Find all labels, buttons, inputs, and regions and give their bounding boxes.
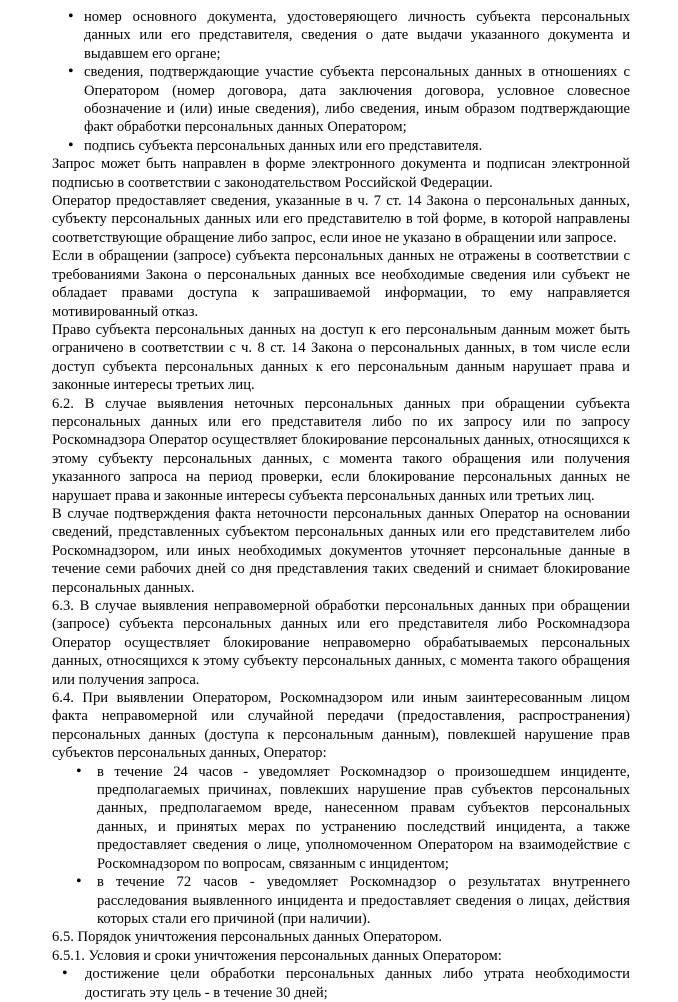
paragraph-6-2: 6.2. В случае выявления неточных персональных данных при обращении субъекта персональных данных или его представителя либо по их запросу или по запросу Роскомнадзора Оператор осуществляет блокирование персональных данных, относящихся к этому субъекту персональных данных, с момента такого обращения или получения указанного запроса на период проверки, если блокирование персональных данных не нарушает права и законные интересы субъекта персональных данных или третьих лиц.	[52, 395, 630, 504]
list-item: • подпись субъекта персональных данных или его представителя.	[52, 137, 630, 155]
list-item: • в течение 24 часов - уведомляет Роскомнадзор о произошедшем инциденте, предполагаемых причинах, повлекших нарушение прав субъектов персональных данных, предполагаемом вреде, нанесенном правам субъектов персональных данных, и принятых мерах по устранению последствий инцидента, а также предоставляет сведения о лице, уполномоченном Оператором на взаимодействие с Роскомнадзором по вопросам, связанным с инцидентом;	[52, 763, 630, 873]
list-item: • в течение 72 часов - уведомляет Роскомнадзор о результатах внутреннего расследования выявленного инцидента и предоставляет сведения о лицах, действия которых стали его причиной (при наличии).	[52, 873, 630, 928]
list-item: • сведения, подтверждающие участие субъекта персональных данных в отношениях с Оператором (номер договора, дата заключения договора, условное словесное обозначение и (или) иные сведения), либо сведения, иным образом подтверждающие факт обработки персональных данных Оператором;	[52, 63, 630, 137]
paragraph: Запрос может быть направлен в форме электронного документа и подписан электронной подписью в соответствии с законодательством Российской Федерации.	[52, 156, 630, 191]
paragraph: Если в обращении (запросе) субъекта персональных данных не отражены в соответствии с требованиями Закона о персональных данных все необходимые сведения или субъект не обладает правами доступа к запрашиваемой информации, то ему направляется мотивированный отказ.	[52, 248, 630, 320]
paragraph-6-3: 6.3. В случае выявления неправомерной обработки персональных данных при обращении (запросе) субъекта персональных данных или его представителя либо Роскомнадзора Оператор осуществляет блокирование неправомерно обрабатываемых персональных данных, относящихся к этому субъекту персональных данных, с момента такого обращения или получения запроса.	[52, 598, 630, 688]
list-item: • номер основного документа, удостоверяющего личность субъекта персональных данных или его представителя, сведения о дате выдачи указанного документа и выдавшем его органе;	[52, 8, 630, 63]
paragraph-6-5-1: 6.5.1. Условия и сроки уничтожения персональных данных Оператором:	[52, 947, 502, 964]
identity-requirements-list	[52, 8, 630, 155]
destruction-conditions-list	[52, 965, 630, 1002]
list-item: • достижение цели обработки персональных данных либо утрата необходимости достигать эту цель - в течение 30 дней;	[52, 965, 630, 1002]
paragraph-6-5: 6.5. Порядок уничтожения персональных данных Оператором.	[52, 929, 443, 946]
paragraph: Оператор предоставляет сведения, указанные в ч. 7 ст. 14 Закона о персональных данных, субъекту персональных данных или его представителю в той форме, в которой направлены соответствующие обращение либо запрос, если иное не указано в обращении или запросе.	[52, 193, 630, 246]
paragraph: В случае подтверждения факта неточности персональных данных Оператор на основании сведений, представленных субъектом персональных данных или его представителем либо Роскомнадзором, или иных необходимых документов уточняет персональные данные в течение семи рабочих дней со дня представления таких сведений и снимает блокирование персональных данных.	[52, 505, 630, 596]
paragraph-6-4: 6.4. При выявлении Оператором, Роскомнадзором или иным заинтересованным лицом факта неправомерной или случайной передачи (предоставления, распространения) персональных данных (доступа к персональным данным), повлекшей нарушение прав субъектов персональных данных, Оператор:	[52, 690, 630, 762]
paragraph: Право субъекта персональных данных на доступ к его персональным данным может быть ограничено в соответствии с ч. 8 ст. 14 Закона о персональных данных, в том числе если доступ субъекта персональных данных к его персональным данным нарушает права и законные интересы третьих лиц.	[52, 321, 630, 394]
operator-actions-list	[52, 763, 630, 929]
